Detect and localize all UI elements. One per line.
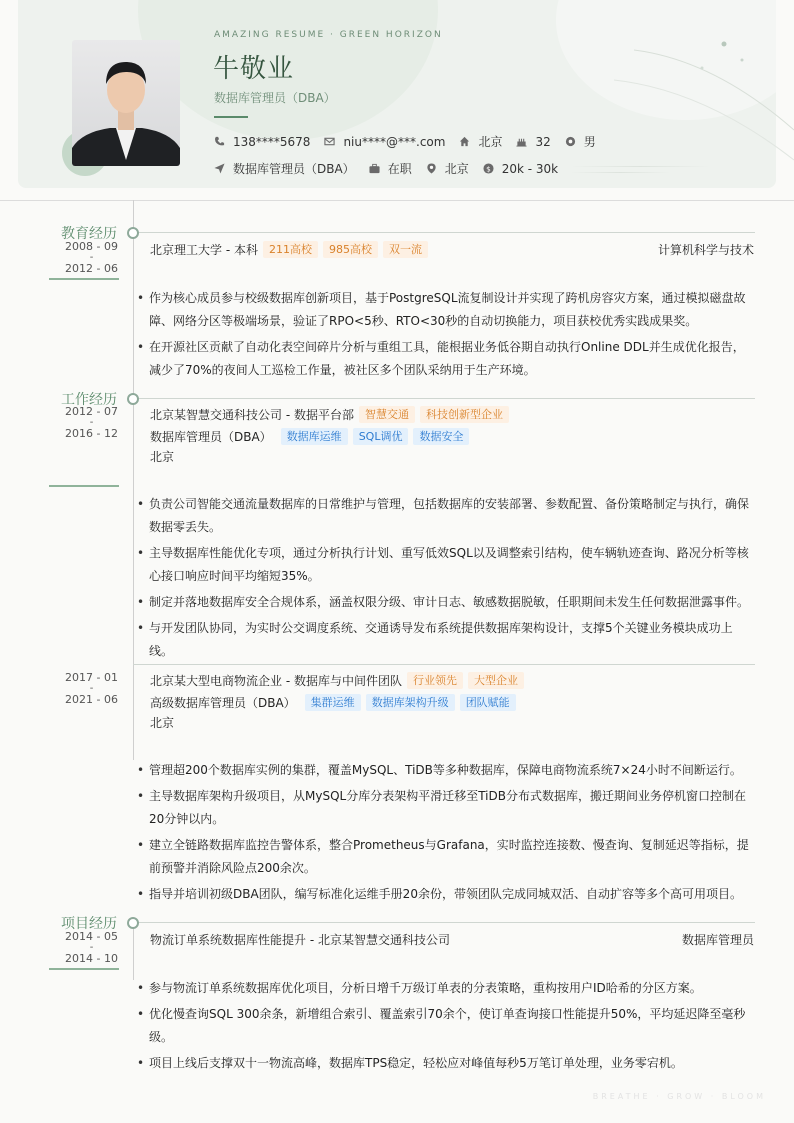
project-entry [150,931,754,948]
intent-city-text: 北京 [444,162,469,176]
job-end-date: 2016 - 12 [65,427,118,440]
list-item: • 制定并落地数据库安全合规体系，涵盖权限分级、审计日志、敏感数据脱敏，任职期间未发生任何数据泄露事件。 [137,591,751,614]
briefcase-icon [369,163,380,174]
work-date [65,672,118,705]
list-item: • 建立全链路数据库监控告警体系，整合Prometheus与Grafana，实时监控连接数、慢查询、复制延迟等指标，提前预警并消除风险点200余次。 [137,834,751,880]
timeline-connector [139,398,755,399]
age-icon [516,136,527,147]
timeline-line [133,200,134,760]
project-bullets [137,977,751,1078]
project-name: 物流订单系统数据库性能提升 - 北京某智慧交通科技公司 [150,933,450,947]
footer-motto: BREATHE · GROW · BLOOM [592,1092,766,1101]
timeline-node [127,917,139,929]
list-item: • 在开源社区贡献了自动化表空间碎片分析与重组工具，能根据业务低谷期自动执行Online DDL并生成优化报告，减少了70%的夜间人工巡检工作量，被社区多个团队采纳用于生产环境。 [137,336,751,382]
intent-row [214,160,572,177]
role-tag: 数据安全 [413,428,469,445]
education-entry [150,241,754,258]
svg-text:$: $ [485,164,491,174]
list-item: • 管理超200个数据库实例的集群，覆盖MySQL、TiDB等多种数据库，保障电商物流系统7×24小时不间断运行。 [137,759,751,782]
education-section-title: 教育经历 [61,226,117,242]
education-date [65,241,118,274]
list-item: • 项目上线后支撑双十一物流高峰，数据库TPS稳定，轻松应对峰值每秒5万笔订单处理，业务零宕机。 [137,1052,751,1075]
role-tag: 数据库运维 [281,428,348,445]
home-icon [459,136,470,147]
role-tag: 数据库架构升级 [366,694,455,711]
list-item: • 主导数据库架构升级项目，从MySQL分库分表架构平滑迁移至TiDB分布式数据库，搬迁期间业务停机窗口控制在20分钟以内。 [137,785,751,831]
list-item: • 与开发团队协同，为实时公交调度系统、交通诱导发布系统提供数据库架构设计，支撑5个关键业务模块成功上线。 [137,617,751,663]
resume-tagline: AMAZING RESUME · GREEN HORIZON [214,30,443,40]
company-name: 北京某智慧交通科技公司 - 数据平台部 [150,408,354,422]
job-bullets [137,759,751,909]
school-tag: 211高校 [263,241,318,258]
mail-icon [324,136,335,147]
pin-icon [426,163,437,174]
list-item: • 优化慢查询SQL 300余条，新增组合索引、覆盖索引70余个，使订单查询接口性能提升50%，平均延迟降至毫秒级。 [137,1003,751,1049]
job-end-date: 2021 - 06 [65,693,118,706]
section-underline [49,278,119,280]
gender-text: 男 [583,135,596,149]
project-end-date: 2014 - 10 [65,952,118,965]
profile-photo [72,40,180,166]
phone-item [214,135,310,149]
job-start-date: 2012 - 07 [65,405,118,418]
project-date [65,931,118,964]
list-item: • 参与物流订单系统数据库优化项目，分析日增千万级订单表的分表策略，重构按用户ID哈希的分区方案。 [137,977,751,1000]
school-tag: 双一流 [383,241,428,258]
decorative-arcs [614,20,794,190]
company-tag: 智慧交通 [359,406,415,423]
education-end-date: 2012 - 06 [65,262,118,275]
work-date [65,406,118,439]
list-item: • 作为核心成员参与校级数据库创新项目，基于PostgreSQL流复制设计并实现了跨机房容灾方案，通过模拟磁盘故障、网络分区等极端场景，验证了RPO<5秒、RTO<30秒的自动切换能力，项目获校优秀实践成果奖。 [137,287,751,333]
major-name: 计算机科学与技术 [657,243,754,257]
role-tag: SQL调优 [353,428,409,445]
email-item [324,135,445,149]
timeline-node [127,227,139,239]
phone-icon [214,136,225,147]
school-tag: 985高校 [323,241,378,258]
location-item [459,133,502,150]
timeline-line [133,920,134,980]
phone-text: 138****5678 [233,134,311,149]
section-underline [49,968,119,970]
candidate-name: 牛敬业 [213,54,295,84]
company-name: 北京某大型电商物流企业 - 数据库与中间件团队 [150,674,402,688]
header-divider [0,200,794,201]
intent-city-item [426,160,469,177]
section-underline [49,485,119,487]
intent-position-text: 数据库管理员（DBA） [233,162,355,176]
role-tag: 集群运维 [305,694,361,711]
project-role: 数据库管理员 [681,933,754,947]
job-role-line [150,694,754,711]
job-bullets [137,493,751,666]
timeline-connector [139,232,755,233]
job-company-line [150,406,754,423]
age-item [516,135,550,149]
job-role-line [150,428,754,445]
send-icon [214,163,225,174]
list-item: • 负责公司智能交通流量数据库的日常维护与管理，包括数据库的安装部署、参数配置、备份策略制定与执行，确保数据零丢失。 [137,493,751,539]
location-text: 北京 [478,135,503,149]
timeline-connector [133,664,755,665]
company-tag: 行业领先 [407,672,463,689]
timeline-node [127,393,139,405]
contact-row [214,133,610,150]
status-text: 在职 [387,162,412,176]
job-role: 数据库管理员（DBA） [150,430,272,444]
company-tag: 大型企业 [468,672,524,689]
education-bullets [137,287,751,385]
school-name: 北京理工大学 - 本科 [150,243,258,257]
gender-item [565,133,596,150]
education-start-date: 2008 - 09 [65,240,118,253]
email-text: niu****@***.com [343,134,446,149]
date-dash: - [89,942,94,953]
project-section-title: 项目经历 [61,916,117,932]
timeline-connector [139,922,755,923]
job-company-line [150,672,754,689]
date-dash: - [89,252,94,263]
salary-item [483,162,558,176]
money-icon [483,163,494,174]
intent-position-item [214,160,355,177]
job-start-date: 2017 - 01 [65,671,118,684]
age-text: 32 [535,134,551,149]
job-city: 北京 [150,450,175,464]
list-item: • 指导并培训初级DBA团队，编写标准化运维手册20余份，带领团队完成同城双活、自动扩容等多个高可用项目。 [137,883,751,906]
date-dash: - [89,417,94,428]
candidate-title: 数据库管理员（DBA） [214,91,336,105]
accent-line [214,116,248,118]
job-role: 高级数据库管理员（DBA） [150,696,296,710]
date-dash: - [89,683,94,694]
role-tag: 团队赋能 [460,694,516,711]
job-city: 北京 [150,716,175,730]
project-start-date: 2014 - 05 [65,930,118,943]
salary-text: 20k - 30k [501,161,559,176]
gender-icon [565,136,576,147]
decorative-line [570,172,670,173]
decorative-line [570,166,710,167]
company-tag: 科技创新型企业 [420,406,509,423]
status-item [369,160,412,177]
list-item: • 主导数据库性能优化专项，通过分析执行计划、重写低效SQL以及调整索引结构，使车辆轨迹查询、路况分析等核心接口响应时间平均缩短35%。 [137,542,751,588]
work-section-title: 工作经历 [61,392,117,408]
